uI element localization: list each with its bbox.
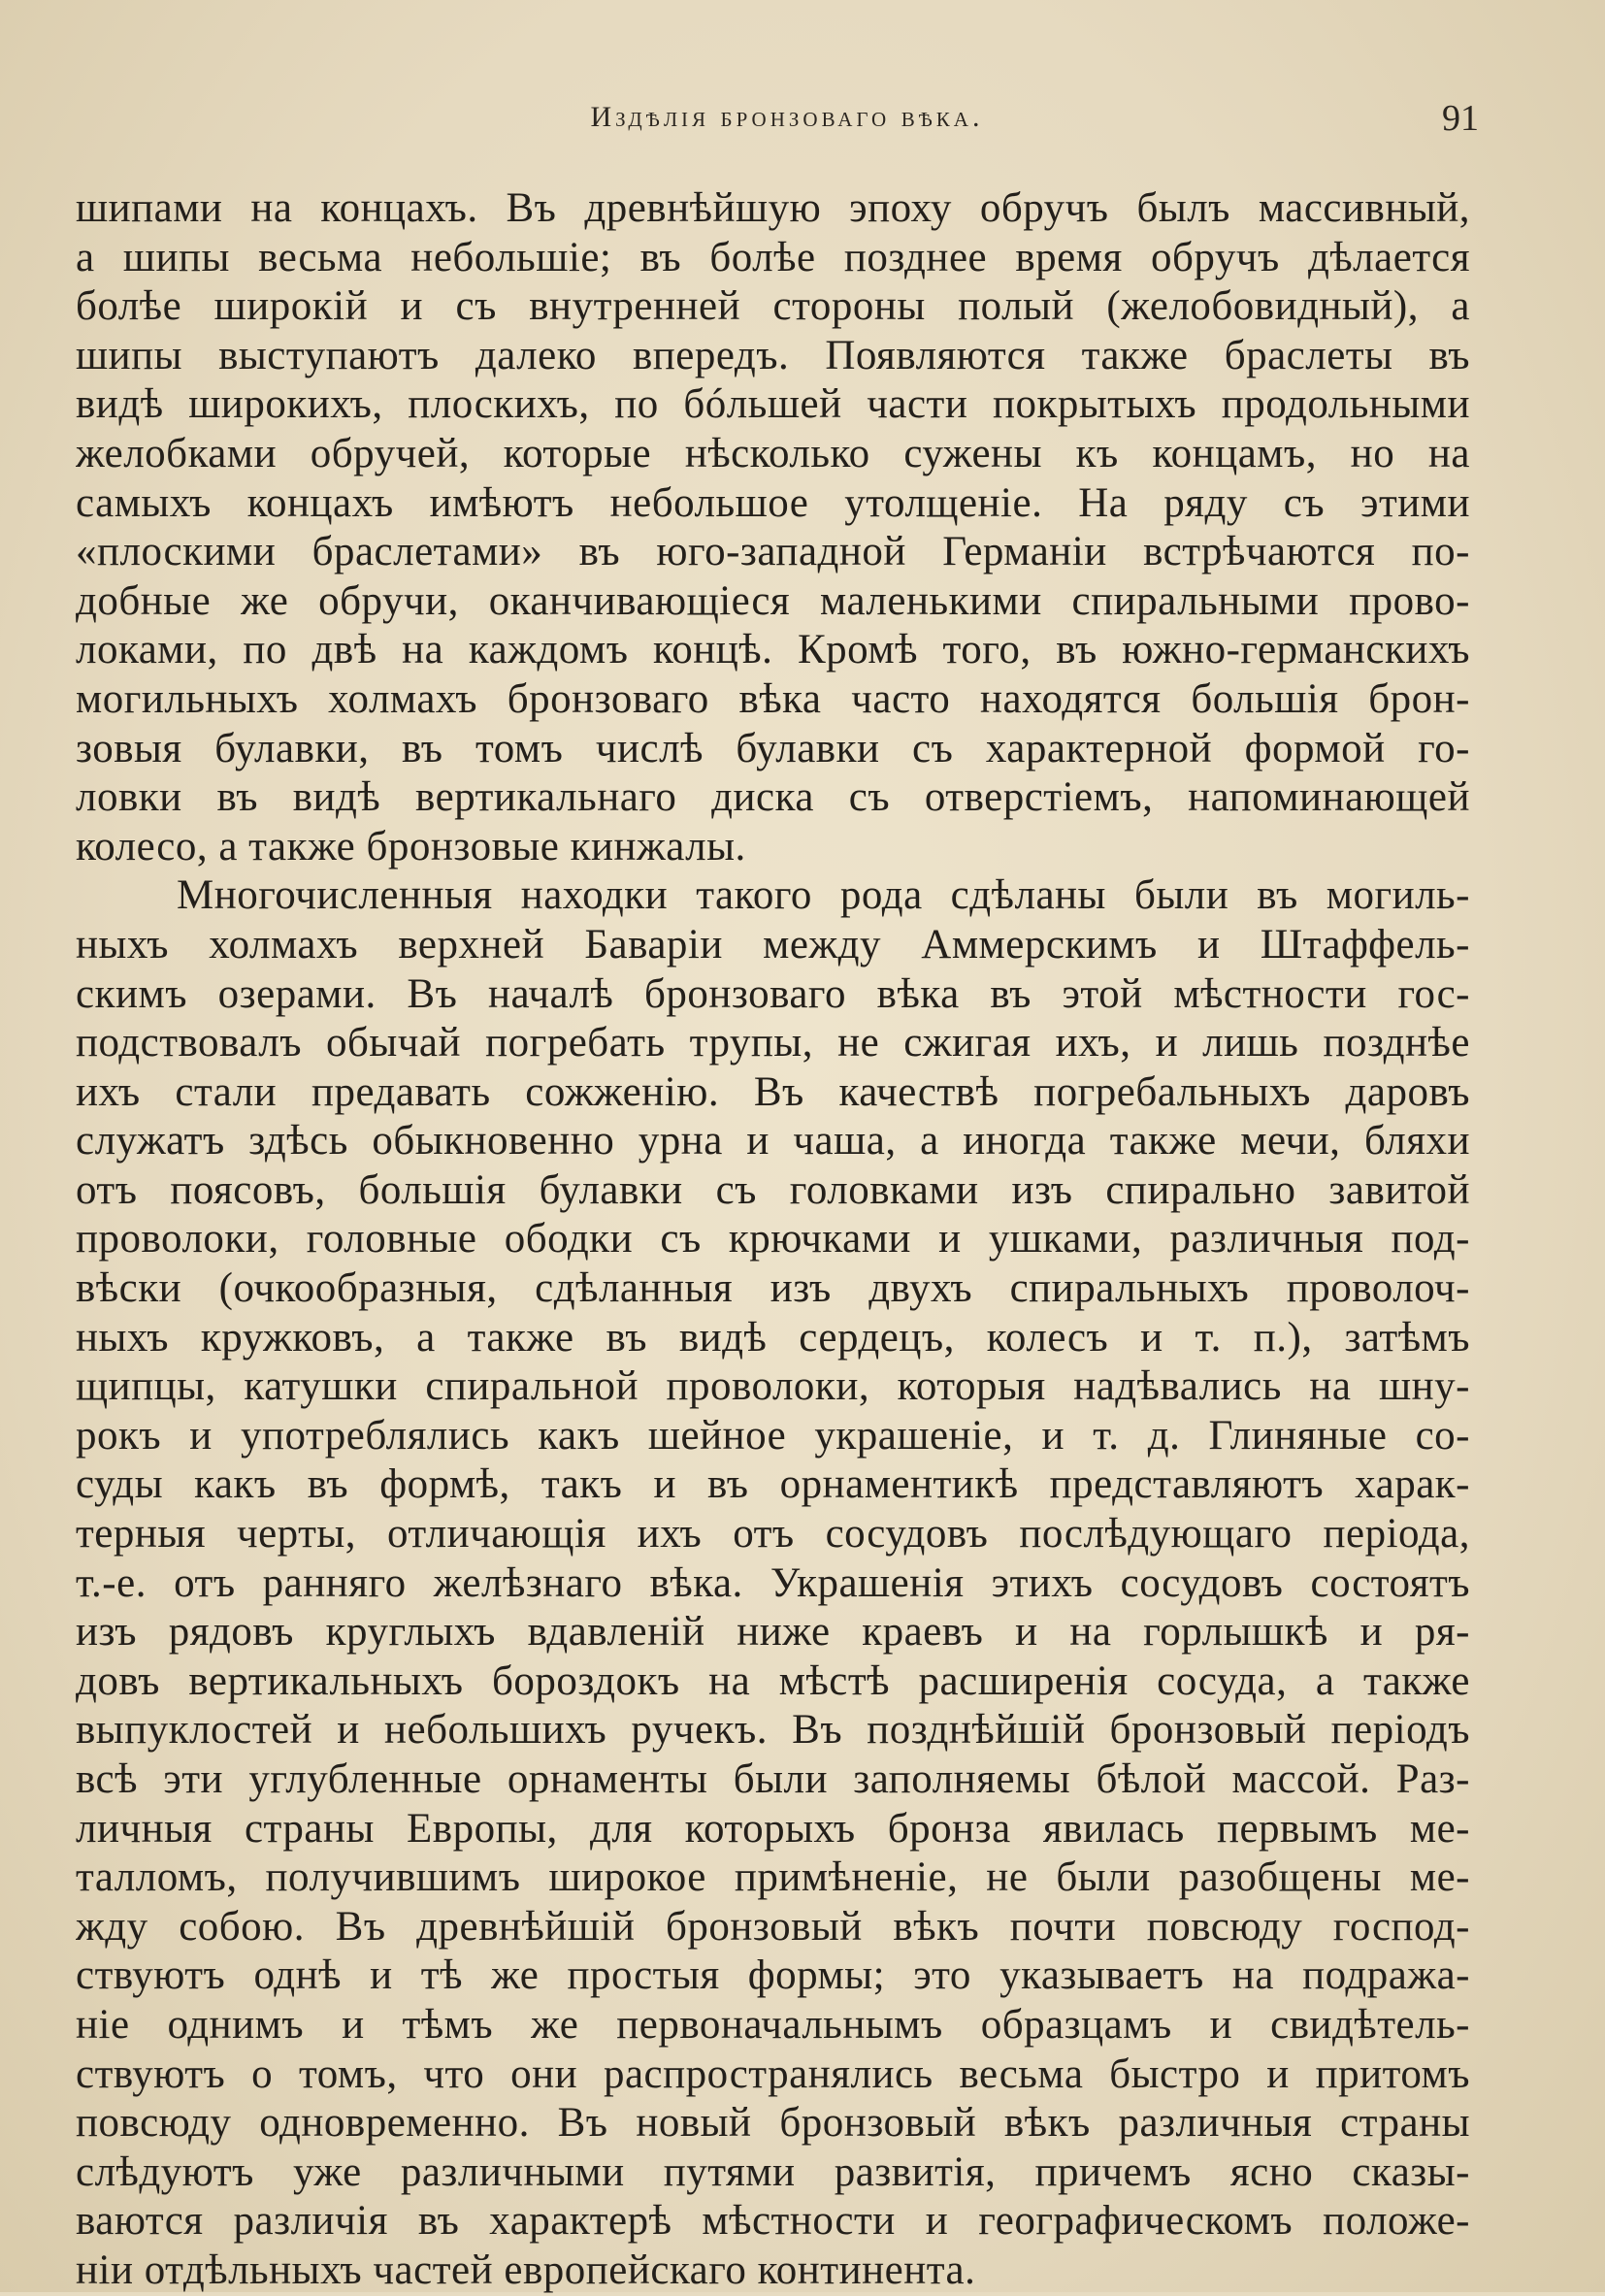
text-line: добные же обручи, оканчивающіеся маленькими спиральными прово- <box>76 577 1470 624</box>
text-line: самыхъ концахъ имѣютъ небольшое утолщеніе. На ряду съ этими <box>76 479 1470 526</box>
text-line: отъ поясовъ, большія булавки съ головками изъ спирально завитой <box>76 1166 1470 1213</box>
paragraph-end-line: колесо, а также бронзовые кинжалы. <box>76 823 746 869</box>
text-line: выпуклостей и небольшихъ ручекъ. Въ позднѣйшій бронзовый періодъ <box>76 1707 1470 1754</box>
text-line: желобками обручей, которые нѣсколько сужены къ концамъ, но на <box>76 430 1470 476</box>
paragraph-end-line: ніи отдѣльныхъ частей европейскаго континента. <box>76 2247 976 2293</box>
text-line: т.-е. отъ ранняго желѣзнаго вѣка. Украшенія этихъ сосудовъ состоятъ <box>76 1559 1470 1606</box>
text-line: щипцы, катушки спиральной проволоки, которыя надѣвались на шну- <box>76 1363 1470 1410</box>
text-line: а шипы весьма небольшіе; въ болѣе позднее время обручъ дѣлается <box>76 234 1470 280</box>
text-line: довъ вертикальныхъ бороздокъ на мѣстѣ расширенія сосуда, а также <box>76 1657 1470 1704</box>
text-line: видѣ широкихъ, плоскихъ, по бóльшей части покрытыхъ продольными <box>76 381 1470 428</box>
text-line: изъ рядовъ круглыхъ вдавленій ниже краевъ и на горлышкѣ и ря- <box>76 1609 1470 1656</box>
text-line: ніе однимъ и тѣмъ же первоначальнымъ образцамъ и свидѣтель- <box>76 2001 1470 2048</box>
running-header <box>76 98 1479 149</box>
running-title: Издѣлія бронзоваго вѣка. <box>590 101 984 133</box>
page-number: 91 <box>1442 98 1479 139</box>
text-line: жду собою. Въ древнѣйшій бронзовый вѣкъ почти повсюду господ- <box>76 1903 1470 1950</box>
text-line: проволоки, головные ободки съ крючками и ушками, различныя под- <box>76 1216 1470 1263</box>
text-line: служатъ здѣсь обыкновенно урна и чаша, а иногда также мечи, бляхи <box>76 1118 1470 1164</box>
paragraph-start-line: Многочисленныя находки такого рода сдѣланы были въ могиль- <box>177 872 1470 919</box>
text-line: шипы выступаютъ далеко впередъ. Появляются также браслеты въ <box>76 332 1470 378</box>
body-text <box>76 184 1470 2296</box>
text-line: ваются различія въ характерѣ мѣстности и географическомъ положе- <box>76 2198 1470 2245</box>
text-line: могильныхъ холмахъ бронзоваго вѣка часто находятся большія брон- <box>76 675 1470 722</box>
text-line: ствуютъ о томъ, что они распространялись весьма быстро и притомъ <box>76 2050 1470 2097</box>
text-line: зовыя булавки, въ томъ числѣ булавки съ характерной формой го- <box>76 725 1470 771</box>
text-line: вѣски (очкообразныя, сдѣланныя изъ двухъ спиральныхъ проволоч- <box>76 1265 1470 1312</box>
text-line: всѣ эти углубленные орнаменты были заполняемы бѣлой массой. Раз- <box>76 1756 1470 1802</box>
text-line: терныя черты, отличающія ихъ отъ сосудовъ послѣдующаго періода, <box>76 1511 1470 1558</box>
text-line: «плоскими браслетами» въ юго-западной Германіи встрѣчаются по- <box>76 529 1470 575</box>
text-line: скимъ озерами. Въ началѣ бронзоваго вѣка въ этой мѣстности гос- <box>76 970 1470 1017</box>
text-line: ствуютъ однѣ и тѣ же простыя формы; это указываетъ на подража- <box>76 1952 1470 1999</box>
text-line: слѣдуютъ уже различными путями развитія, причемъ ясно сказы- <box>76 2148 1470 2195</box>
text-line: ловки въ видѣ вертикальнаго диска съ отверстіемъ, напоминающей <box>76 774 1470 821</box>
text-line: рокъ и употреблялись какъ шейное украшеніе, и т. д. Глиняные со- <box>76 1412 1470 1459</box>
text-line: талломъ, получившимъ широкое примѣненіе, не были разобщены ме- <box>76 1854 1470 1901</box>
text-line: повсюду одновременно. Въ новый бронзовый вѣкъ различныя страны <box>76 2100 1470 2147</box>
text-line: локами, по двѣ на каждомъ концѣ. Кромѣ того, въ южно-германскихъ <box>76 627 1470 673</box>
text-line: болѣе широкій и съ внутренней стороны полый (желобовидный), а <box>76 283 1470 330</box>
text-line: суды какъ въ формѣ, такъ и въ орнаментикѣ представляютъ харак- <box>76 1461 1470 1508</box>
text-line: ныхъ холмахъ верхней Баваріи между Аммерскимъ и Штаффель- <box>76 921 1470 968</box>
text-line: подствовалъ обычай погребать трупы, не сжигая ихъ, и лишь позднѣе <box>76 1020 1470 1066</box>
text-line: ныхъ кружковъ, а также въ видѣ сердецъ, колесъ и т. п.), затѣмъ <box>76 1314 1470 1361</box>
text-line: личныя страны Европы, для которыхъ бронза явилась первымъ ме- <box>76 1805 1470 1852</box>
text-line: шипами на концахъ. Въ древнѣйшую эпоху обручъ былъ массивный, <box>76 185 1470 231</box>
text-line: ихъ стали предавать сожженію. Въ качествѣ погребальныхъ даровъ <box>76 1068 1470 1115</box>
